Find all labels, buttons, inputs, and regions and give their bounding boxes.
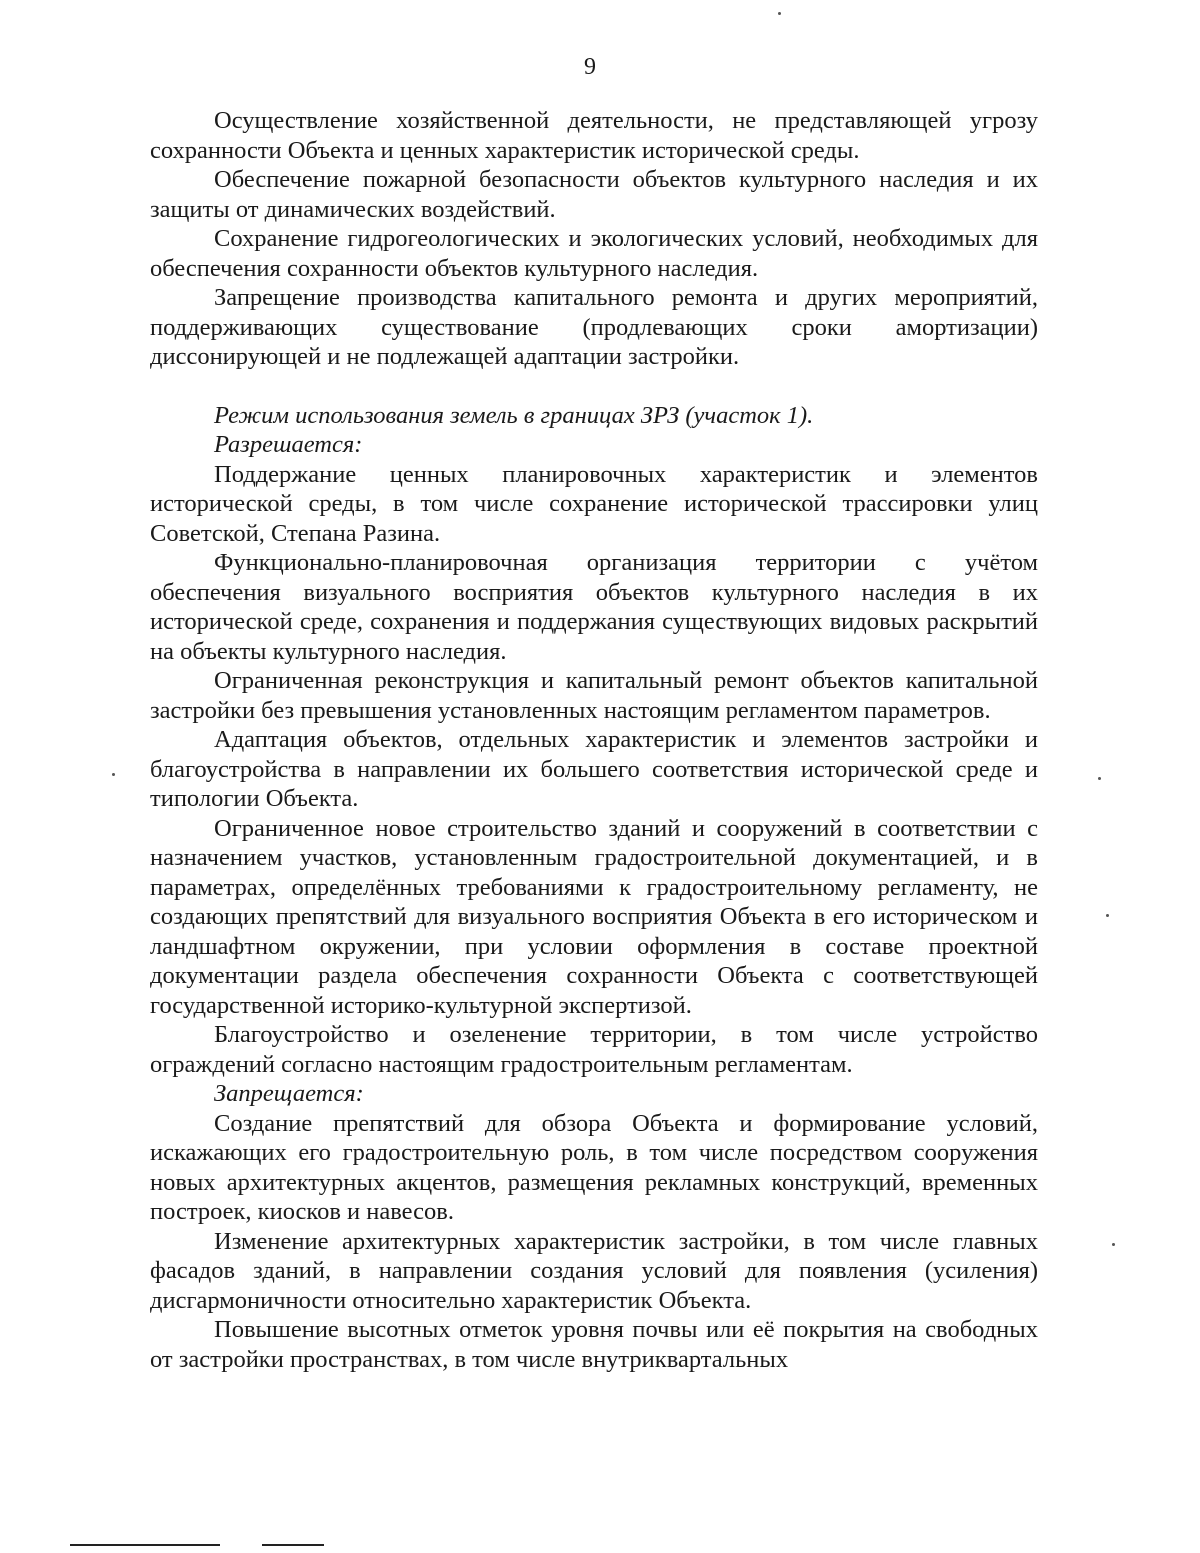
scan-edge-line — [262, 1544, 324, 1546]
prohibited-item: Изменение архитектурных характеристик застройки, в том числе главных фасадов зданий, в направлении создания условий для появления (усиления) дисгармоничности относительно характеристик Объекта. — [150, 1227, 1038, 1314]
allowed-item: Благоустройство и озеленение территории, в том числе устройство ограждений согласно настоящим градостроительным регламентам. — [150, 1021, 1038, 1078]
scan-speck — [1098, 777, 1101, 780]
prohibited-item: Создание препятствий для обзора Объекта и формирование условий, искажающих его градостроительную роль, в том числе посредством сооружения новых архитектурных акцентов, размещения рекламных конструкций, временных построек, киосков и навесов. — [150, 1109, 1038, 1225]
allowed-item: Поддержание ценных планировочных характеристик и элементов исторической среды, в том числе сохранение исторической трассировки улиц Советской, Степана Разина. — [150, 460, 1038, 547]
section-spacer — [150, 372, 1038, 401]
allowed-item: Адаптация объектов, отдельных характеристик и элементов застройки и благоустройства в направлении их большего соответствия исторической среде и типологии Объекта. — [150, 726, 1038, 812]
scan-speck — [112, 773, 115, 776]
document-body — [150, 106, 1038, 1374]
paragraph: Сохранение гидрогеологических и экологических условий, необходимых для обеспечения сохранности объектов культурного наследия. — [150, 225, 1038, 282]
paragraph: Осуществление хозяйственной деятельности, не представляющей угрозу сохранности Объекта и ценных характеристик исторической среды. — [150, 107, 1038, 164]
prohibited-heading: Запрещается: — [214, 1080, 364, 1107]
allowed-item: Функционально-планировочная организация территории с учётом обеспечения визуального восприятия объектов культурного наследия в их исторической среде, сохранения и поддержания существующих видовых раскрытий на объекты культурного наследия. — [150, 549, 1038, 665]
allowed-heading: Разрешается: — [214, 431, 363, 458]
paragraph: Обеспечение пожарной безопасности объектов культурного наследия и их защиты от динамических воздействий. — [150, 166, 1038, 223]
page-number: 9 — [584, 54, 596, 80]
prohibited-item: Повышение высотных отметок уровня почвы или её покрытия на свободных от застройки пространствах, в том числе внутриквартальных — [150, 1316, 1038, 1373]
scan-speck — [1106, 914, 1109, 917]
scan-speck — [1112, 1243, 1115, 1246]
scan-speck — [778, 12, 781, 15]
section-title: Режим использования земель в границах ЗРЗ (участок 1). — [214, 401, 814, 429]
allowed-item: Ограниченная реконструкция и капитальный ремонт объектов капитальной застройки без превышения установленных настоящим регламентом параметров. — [150, 667, 1038, 724]
scan-edge-line — [70, 1544, 220, 1546]
allowed-item: Ограниченное новое строительство зданий и сооружений в соответствии с назначением участков, установленным градостроительной документацией, и в параметрах, определённых требованиями к градостроительному регламенту, не создающих препятствий для визуального восприятия Объекта в его историческом и ландшафтном окружении, при условии оформления в составе проектной документации раздела обеспечения сохранности Объекта с соответствующей государственной историко-культурной экспертизой. — [150, 814, 1038, 1019]
paragraph: Запрещение производства капитального ремонта и других мероприятий, поддерживающих существование (продлевающих сроки амортизации) диссонирующей и не подлежащей адаптации застройки. — [150, 284, 1038, 370]
